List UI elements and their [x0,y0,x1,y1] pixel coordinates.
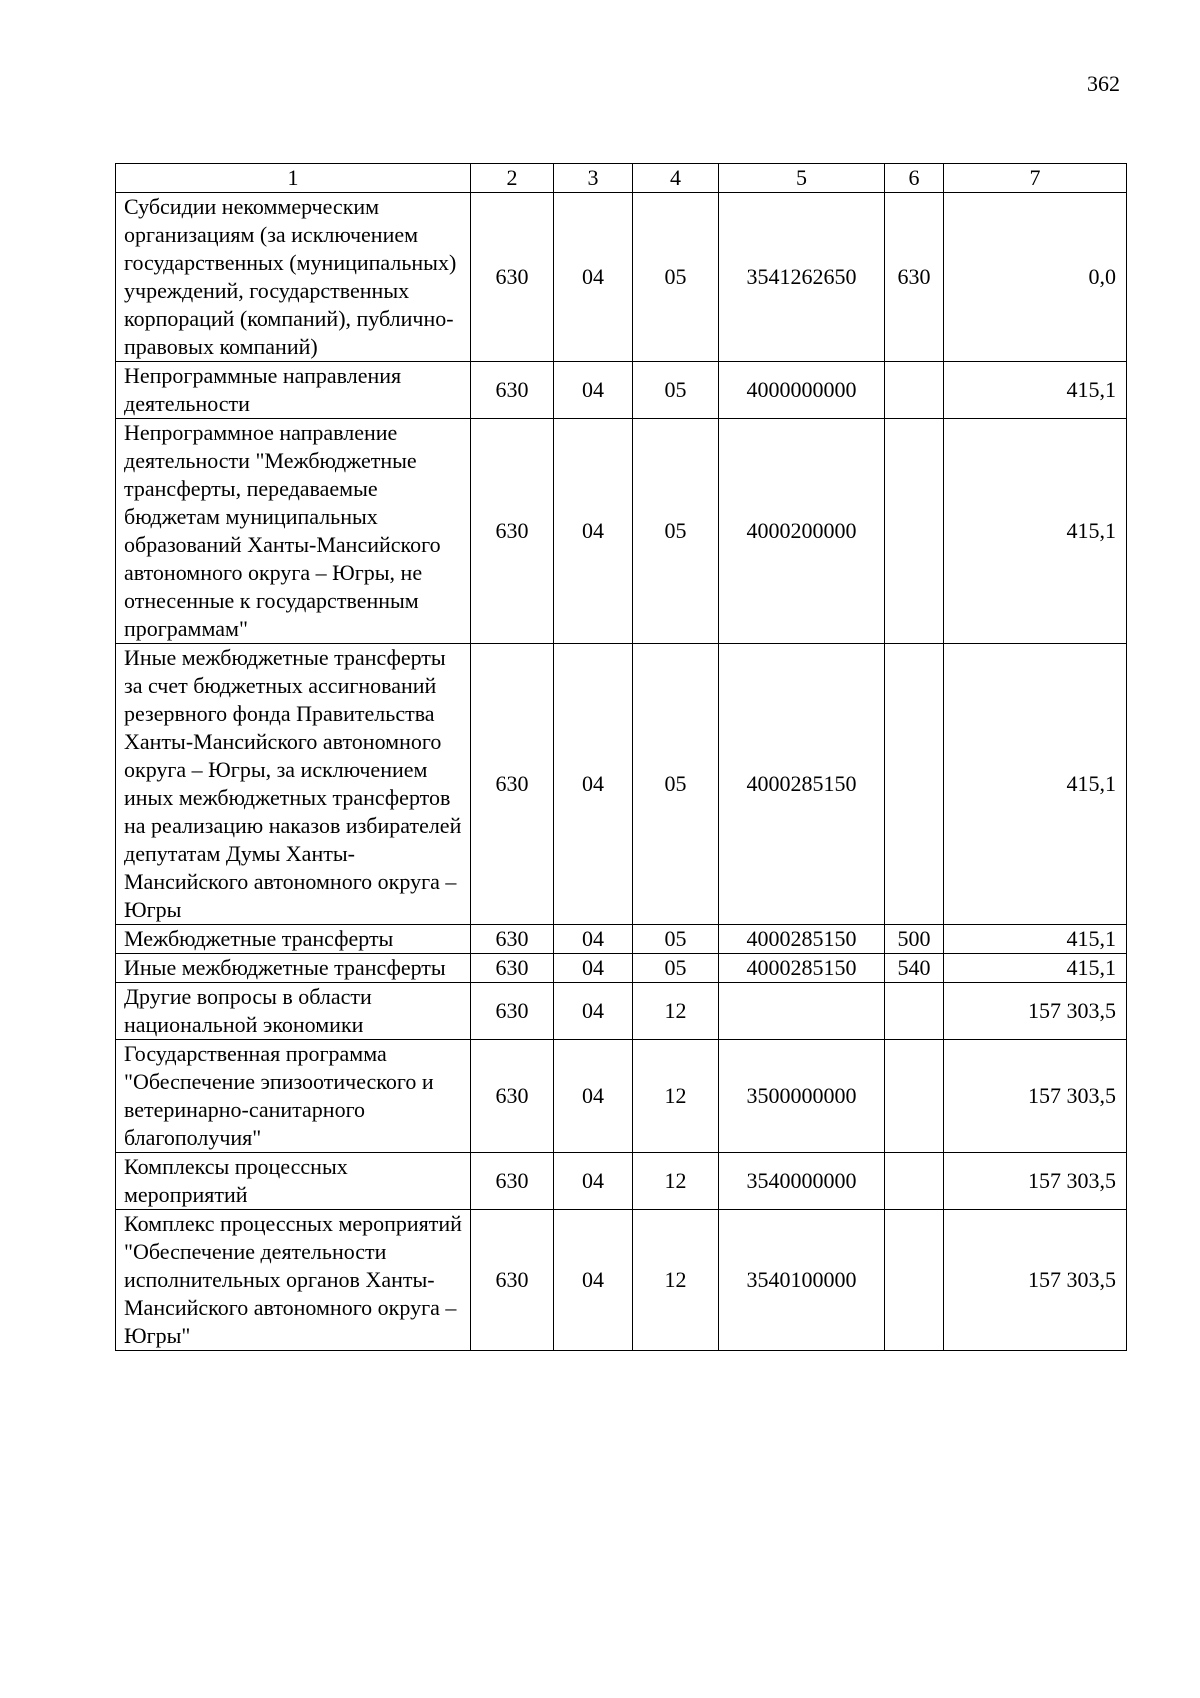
budget-table [115,163,1127,1351]
cell-amount: 415,1 [944,925,1127,954]
cell-subsection: 05 [633,419,719,644]
cell-amount: 0,0 [944,193,1127,362]
cell-section: 04 [554,983,633,1040]
cell-amount: 415,1 [944,644,1127,925]
cell-chapter: 630 [471,1153,554,1210]
cell-expense-type [885,983,944,1040]
column-header: 7 [944,164,1127,193]
table-row [116,644,1127,925]
row-name: Непрограммные направления деятельности [116,362,471,419]
cell-amount: 157 303,5 [944,1210,1127,1351]
cell-target-article: 4000285150 [719,644,885,925]
cell-chapter: 630 [471,983,554,1040]
cell-amount: 415,1 [944,954,1127,983]
cell-chapter: 630 [471,362,554,419]
cell-expense-type [885,419,944,644]
cell-target-article: 3500000000 [719,1040,885,1153]
row-name: Государственная программа "Обеспечение эпизоотического и ветеринарно-санитарного благополучия" [116,1040,471,1153]
cell-section: 04 [554,925,633,954]
cell-section: 04 [554,193,633,362]
row-name: Комплекс процессных мероприятий "Обеспечение деятельности исполнительных органов Ханты-Мансийского автономного округа – Югры" [116,1210,471,1351]
row-name: Межбюджетные трансферты [116,925,471,954]
cell-expense-type: 630 [885,193,944,362]
cell-amount: 157 303,5 [944,1040,1127,1153]
row-name: Субсидии некоммерческим организациям (за исключением государственных (муниципальных) учреждений, государственных корпораций (компаний), публично-правовых компаний) [116,193,471,362]
row-name: Иные межбюджетные трансферты [116,954,471,983]
column-header: 5 [719,164,885,193]
cell-target-article: 4000200000 [719,419,885,644]
cell-target-article: 3540100000 [719,1210,885,1351]
table-row [116,419,1127,644]
cell-subsection: 12 [633,1040,719,1153]
table-row [116,1040,1127,1153]
cell-section: 04 [554,954,633,983]
table-row [116,1210,1127,1351]
cell-expense-type: 500 [885,925,944,954]
cell-target-article: 4000285150 [719,925,885,954]
cell-expense-type [885,644,944,925]
cell-subsection: 12 [633,1153,719,1210]
row-name: Иные межбюджетные трансферты за счет бюджетных ассигнований резервного фонда Правительства Ханты-Мансийского автономного округа – Югры, за исключением иных межбюджетных трансфертов на реализацию наказов избирателей депутатам Думы Ханты-Мансийского автономного округа – Югры [116,644,471,925]
cell-chapter: 630 [471,419,554,644]
table-row [116,1153,1127,1210]
page-number: 362 [1087,71,1120,96]
cell-section: 04 [554,1040,633,1153]
table-row [116,193,1127,362]
cell-subsection: 05 [633,954,719,983]
cell-subsection: 05 [633,925,719,954]
cell-target-article: 3541262650 [719,193,885,362]
table-row [116,954,1127,983]
cell-subsection: 05 [633,193,719,362]
cell-chapter: 630 [471,1040,554,1153]
column-header: 2 [471,164,554,193]
row-name: Непрограммное направление деятельности "Межбюджетные трансферты, передаваемые бюджетам муниципальных образований Ханты-Мансийского автономного округа – Югры, не отнесенные к государственным программам" [116,419,471,644]
cell-section: 04 [554,1153,633,1210]
cell-expense-type [885,362,944,419]
cell-amount: 157 303,5 [944,983,1127,1040]
cell-chapter: 630 [471,644,554,925]
cell-expense-type [885,1040,944,1153]
table-header-row [116,164,1127,193]
cell-section: 04 [554,644,633,925]
column-header: 1 [116,164,471,193]
row-name: Другие вопросы в области национальной экономики [116,983,471,1040]
cell-subsection: 12 [633,1210,719,1351]
cell-expense-type [885,1153,944,1210]
column-header: 6 [885,164,944,193]
column-header: 3 [554,164,633,193]
cell-chapter: 630 [471,1210,554,1351]
cell-target-article: 4000000000 [719,362,885,419]
cell-amount: 415,1 [944,362,1127,419]
table-row [116,983,1127,1040]
cell-target-article: 3540000000 [719,1153,885,1210]
cell-section: 04 [554,362,633,419]
cell-subsection: 05 [633,644,719,925]
cell-subsection: 12 [633,983,719,1040]
cell-amount: 415,1 [944,419,1127,644]
cell-amount: 157 303,5 [944,1153,1127,1210]
cell-expense-type [885,1210,944,1351]
cell-subsection: 05 [633,362,719,419]
cell-section: 04 [554,419,633,644]
cell-chapter: 630 [471,925,554,954]
row-name: Комплексы процессных мероприятий [116,1153,471,1210]
cell-chapter: 630 [471,954,554,983]
cell-chapter: 630 [471,193,554,362]
cell-section: 04 [554,1210,633,1351]
column-header: 4 [633,164,719,193]
cell-target-article: 4000285150 [719,954,885,983]
cell-expense-type: 540 [885,954,944,983]
table-row [116,362,1127,419]
table-row [116,925,1127,954]
cell-target-article [719,983,885,1040]
